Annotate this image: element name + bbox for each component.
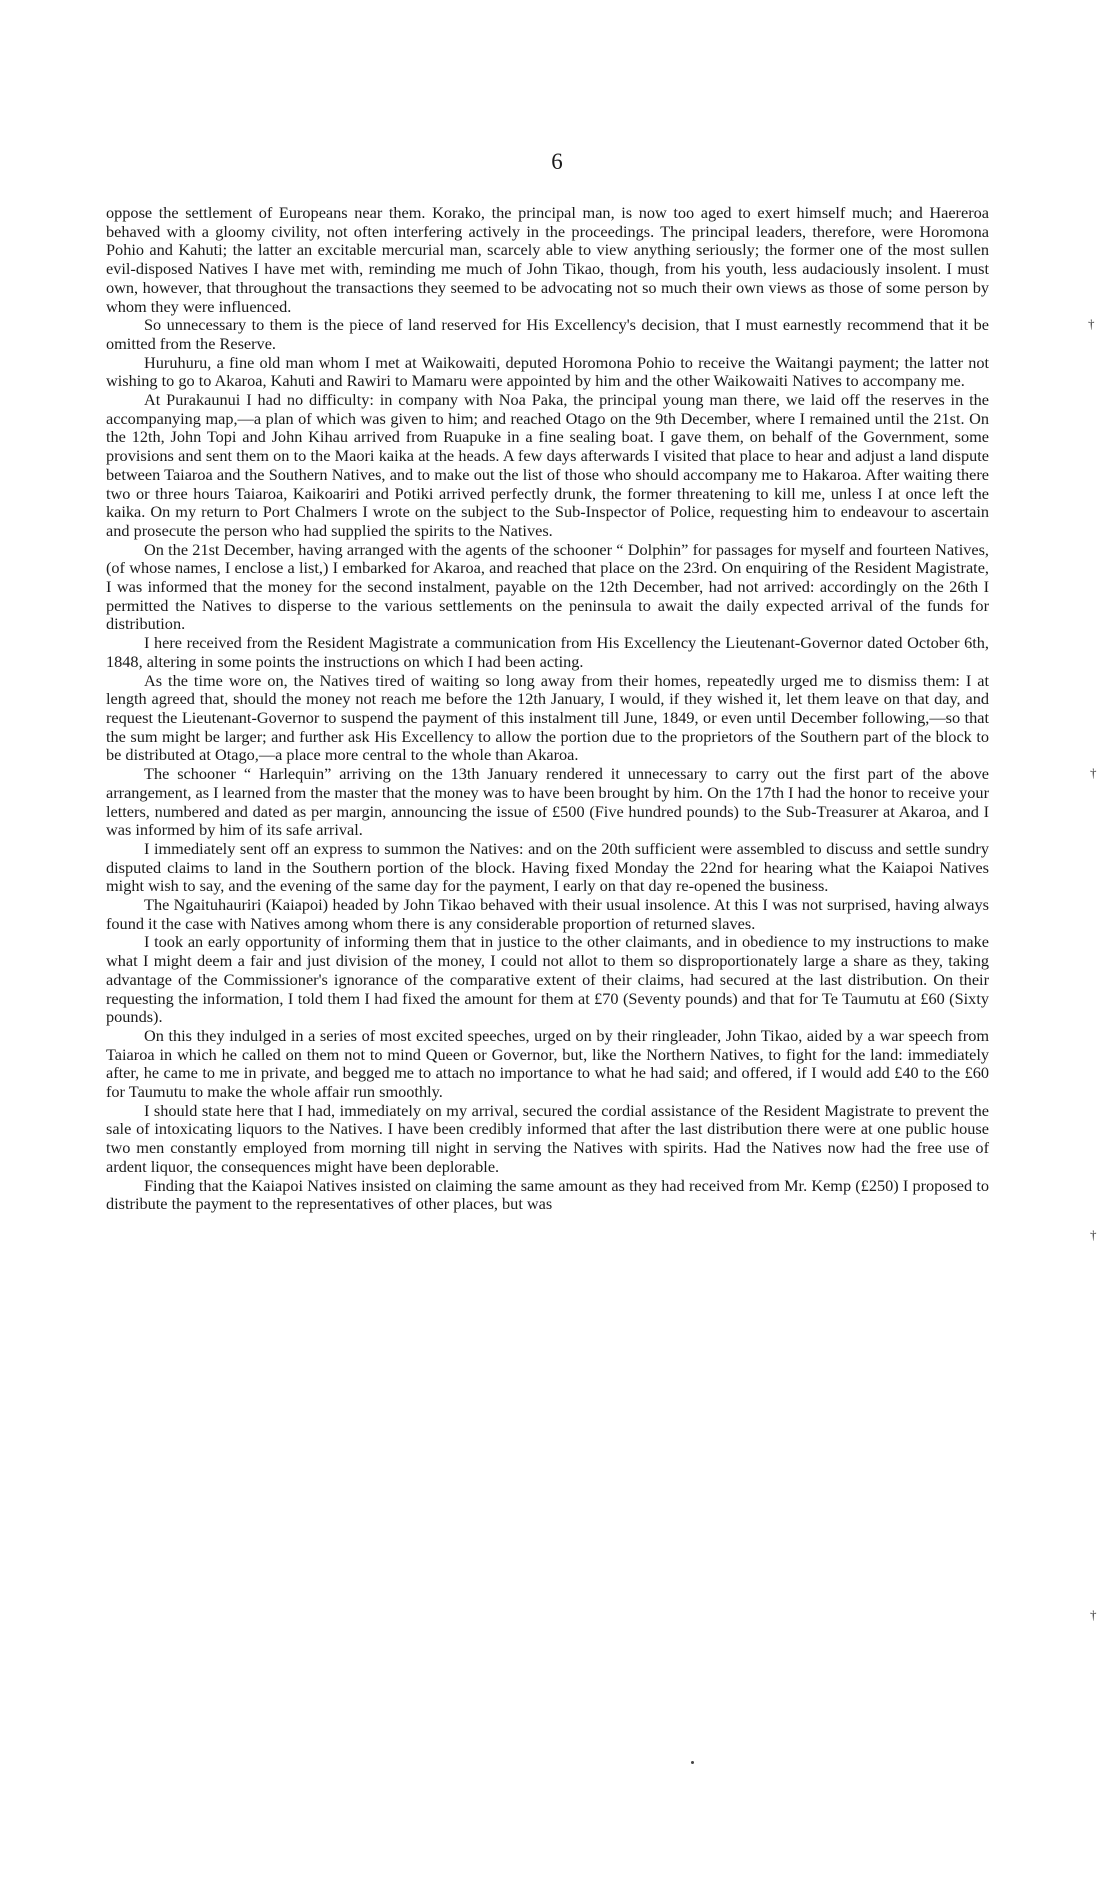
paragraph: Huruhuru, a fine old man whom I met at Waikowaiti, deputed Horomona Pohio to receive the Waitangi payment; the latter not wishing to go to Akaroa, Kahuti and Rawiri to Mamaru were appointed by him and the other Waikowaiti Natives to accompany me. — [106, 352, 989, 391]
paragraph: The Ngaituhauriri (Kaiapoi) headed by John Tikao behaved with their usual insolence. At this I was not surprised, having always found it the case with Natives among whom there is any considerable proportion of returned slaves. — [106, 895, 989, 933]
paragraph: At Purakaunui I had no difficulty: in company with Noa Paka, the principal young man there, we laid off the reserves in the accompanying map,—a plan of which was given to him; and reached Otago on the 9th December, where I remained until the 21st. On the 12th, John Topi and John Kihau arrived from Ruapuke in a fine sealing boat. I gave them, on behalf of the Government, some provisions and sent them on to the Maori kaika at the heads. A few days afterwards I visited that place to hear and adjust a land dispute between Taiaroa and the Southern Natives, and to make out the list of those who should accompany me to Hakaroa. After waiting there two or three hours Taiaroa, Kaikoariri and Potiki arrived perfectly drunk, the former threatening to kill me, unless I at once left the kaika. On my return to Port Chalmers I wrote on the subject to the Sub-Inspector of Police, requesting him to endeavour to ascertain and prosecute the person who had supplied the spirits to the Natives. — [106, 390, 989, 540]
margin-mark: † — [1090, 1227, 1097, 1242]
paragraph: On the 21st December, having arranged with the agents of the schooner “ Dolphin” for passages for myself and fourteen Natives, (of whose names, I enclose a list,) I embarked for Akaroa, and reached that place on the 23rd. On enquiring of the Resident Magistrate, I was informed that the money for the second instalment, payable on the 12th December, had not arrived: accordingly on the 26th I permitted the Natives to disperse to the various settlements on the peninsula to await the daily expected arrival of the funds for distribution. — [106, 539, 989, 634]
paragraph: I took an early opportunity of informing them that in justice to the other claimants, and in obedience to my instructions to make what I might deem a fair and just division of the money, I could not allot to them so disproportionately large a share as they, taking advantage of the Commissioner's ignorance of the comparative extent of their claims, had secured at the last distribution. On their requesting the information, I told them I had fixed the amount for them at £70 (Seventy pounds) and that for Te Taumutu at £60 (Sixty pounds). — [106, 932, 989, 1027]
margin-mark: † — [1088, 316, 1095, 331]
paragraph: I here received from the Resident Magistrate a communication from His Excellency the Lieutenant-Governor dated October 6th, 1848, altering in some points the instructions on which I had been acting. — [106, 633, 989, 671]
paragraph: I should state here that I had, immediately on my arrival, secured the cordial assistance of the Resident Magistrate to prevent the sale of intoxicating liquors to the Natives. I have been credibly informed that after the last distribution there were at one public house two men constantly employed from morning till night in serving the Natives with spirits. Had the Natives now had the free use of ardent liquor, the consequences might have been deplorable. — [106, 1100, 989, 1176]
body-text — [106, 204, 989, 1214]
paragraph: The schooner “ Harlequin” arriving on the 13th January rendered it unnecessary to carry out the first part of the above arrangement, as I learned from the master that the money was to have been brought by him. On the 17th I had the honor to receive your letters, numbered and dated as per margin, announcing the issue of £500 (Five hundred pounds) to the Sub-Treasurer at Akaroa, and I was informed by him of its safe arrival. — [106, 764, 989, 840]
paragraph: So unnecessary to them is the piece of land reserved for His Excellency's decision, that I must earnestly recommend that it be omitted from the Reserve. — [106, 315, 989, 353]
paragraph: Finding that the Kaiapoi Natives insisted on claiming the same amount as they had received from Mr. Kemp (£250) I proposed to distribute the payment to the representatives of other places, but was — [106, 1175, 989, 1214]
paragraph: oppose the settlement of Europeans near them. Korako, the principal man, is now too aged to exert himself much; and Haereroa behaved with a gloomy civility, not often interfering actively in the proceedings. The principal leaders, therefore, were Horomona Pohio and Kahuti; the latter an excitable mercurial man, scarcely able to view anything seriously; the former one of the most sullen evil-disposed Natives I have met with, reminding me much of John Tikao, though, from his youth, less audaciously insolent. I must own, however, that throughout the transactions they seemed to be advocating not so much their own views as those of some person by whom they were influenced. — [106, 203, 989, 316]
paragraph: As the time wore on, the Natives tired of waiting so long away from their homes, repeatedly urged me to dismiss them: I at length agreed that, should the money not reach me before the 12th January, I would, if they wished it, let them leave on that day, and request the Lieutenant-Governor to suspend the payment of this instalment till June, 1849, or even until December following,—so that the sum might be larger; and further ask His Excellency to allow the portion due to the proprietors of the Southern part of the block to be distributed at Otago,—a place more central to the whole than Akaroa. — [106, 670, 989, 765]
paragraph: I immediately sent off an express to summon the Natives: and on the 20th sufficient were assembled to discuss and settle sundry disputed claims to land in the Southern portion of the block. Having fixed Monday the 22nd for hearing what the Kaiapoi Natives might wish to say, and the evening of the same day for the payment, I early on that day re-opened the business. — [106, 838, 989, 896]
page-number: 6 — [551, 149, 563, 174]
stray-dot — [691, 1761, 694, 1764]
margin-mark: † — [1090, 1607, 1097, 1622]
margin-mark: † — [1090, 765, 1097, 780]
paragraph: On this they indulged in a series of most excited speeches, urged on by their ringleader, John Tikao, aided by a war speech from Taiaroa in which he called on them not to mind Queen or Governor, but, like the Northern Natives, to fight for the land: immediately after, he came to me in private, and begged me to attach no importance to what he had said; and offered, if I would add £40 to the £60 for Taumutu to make the whole affair run smoothly. — [106, 1025, 989, 1102]
